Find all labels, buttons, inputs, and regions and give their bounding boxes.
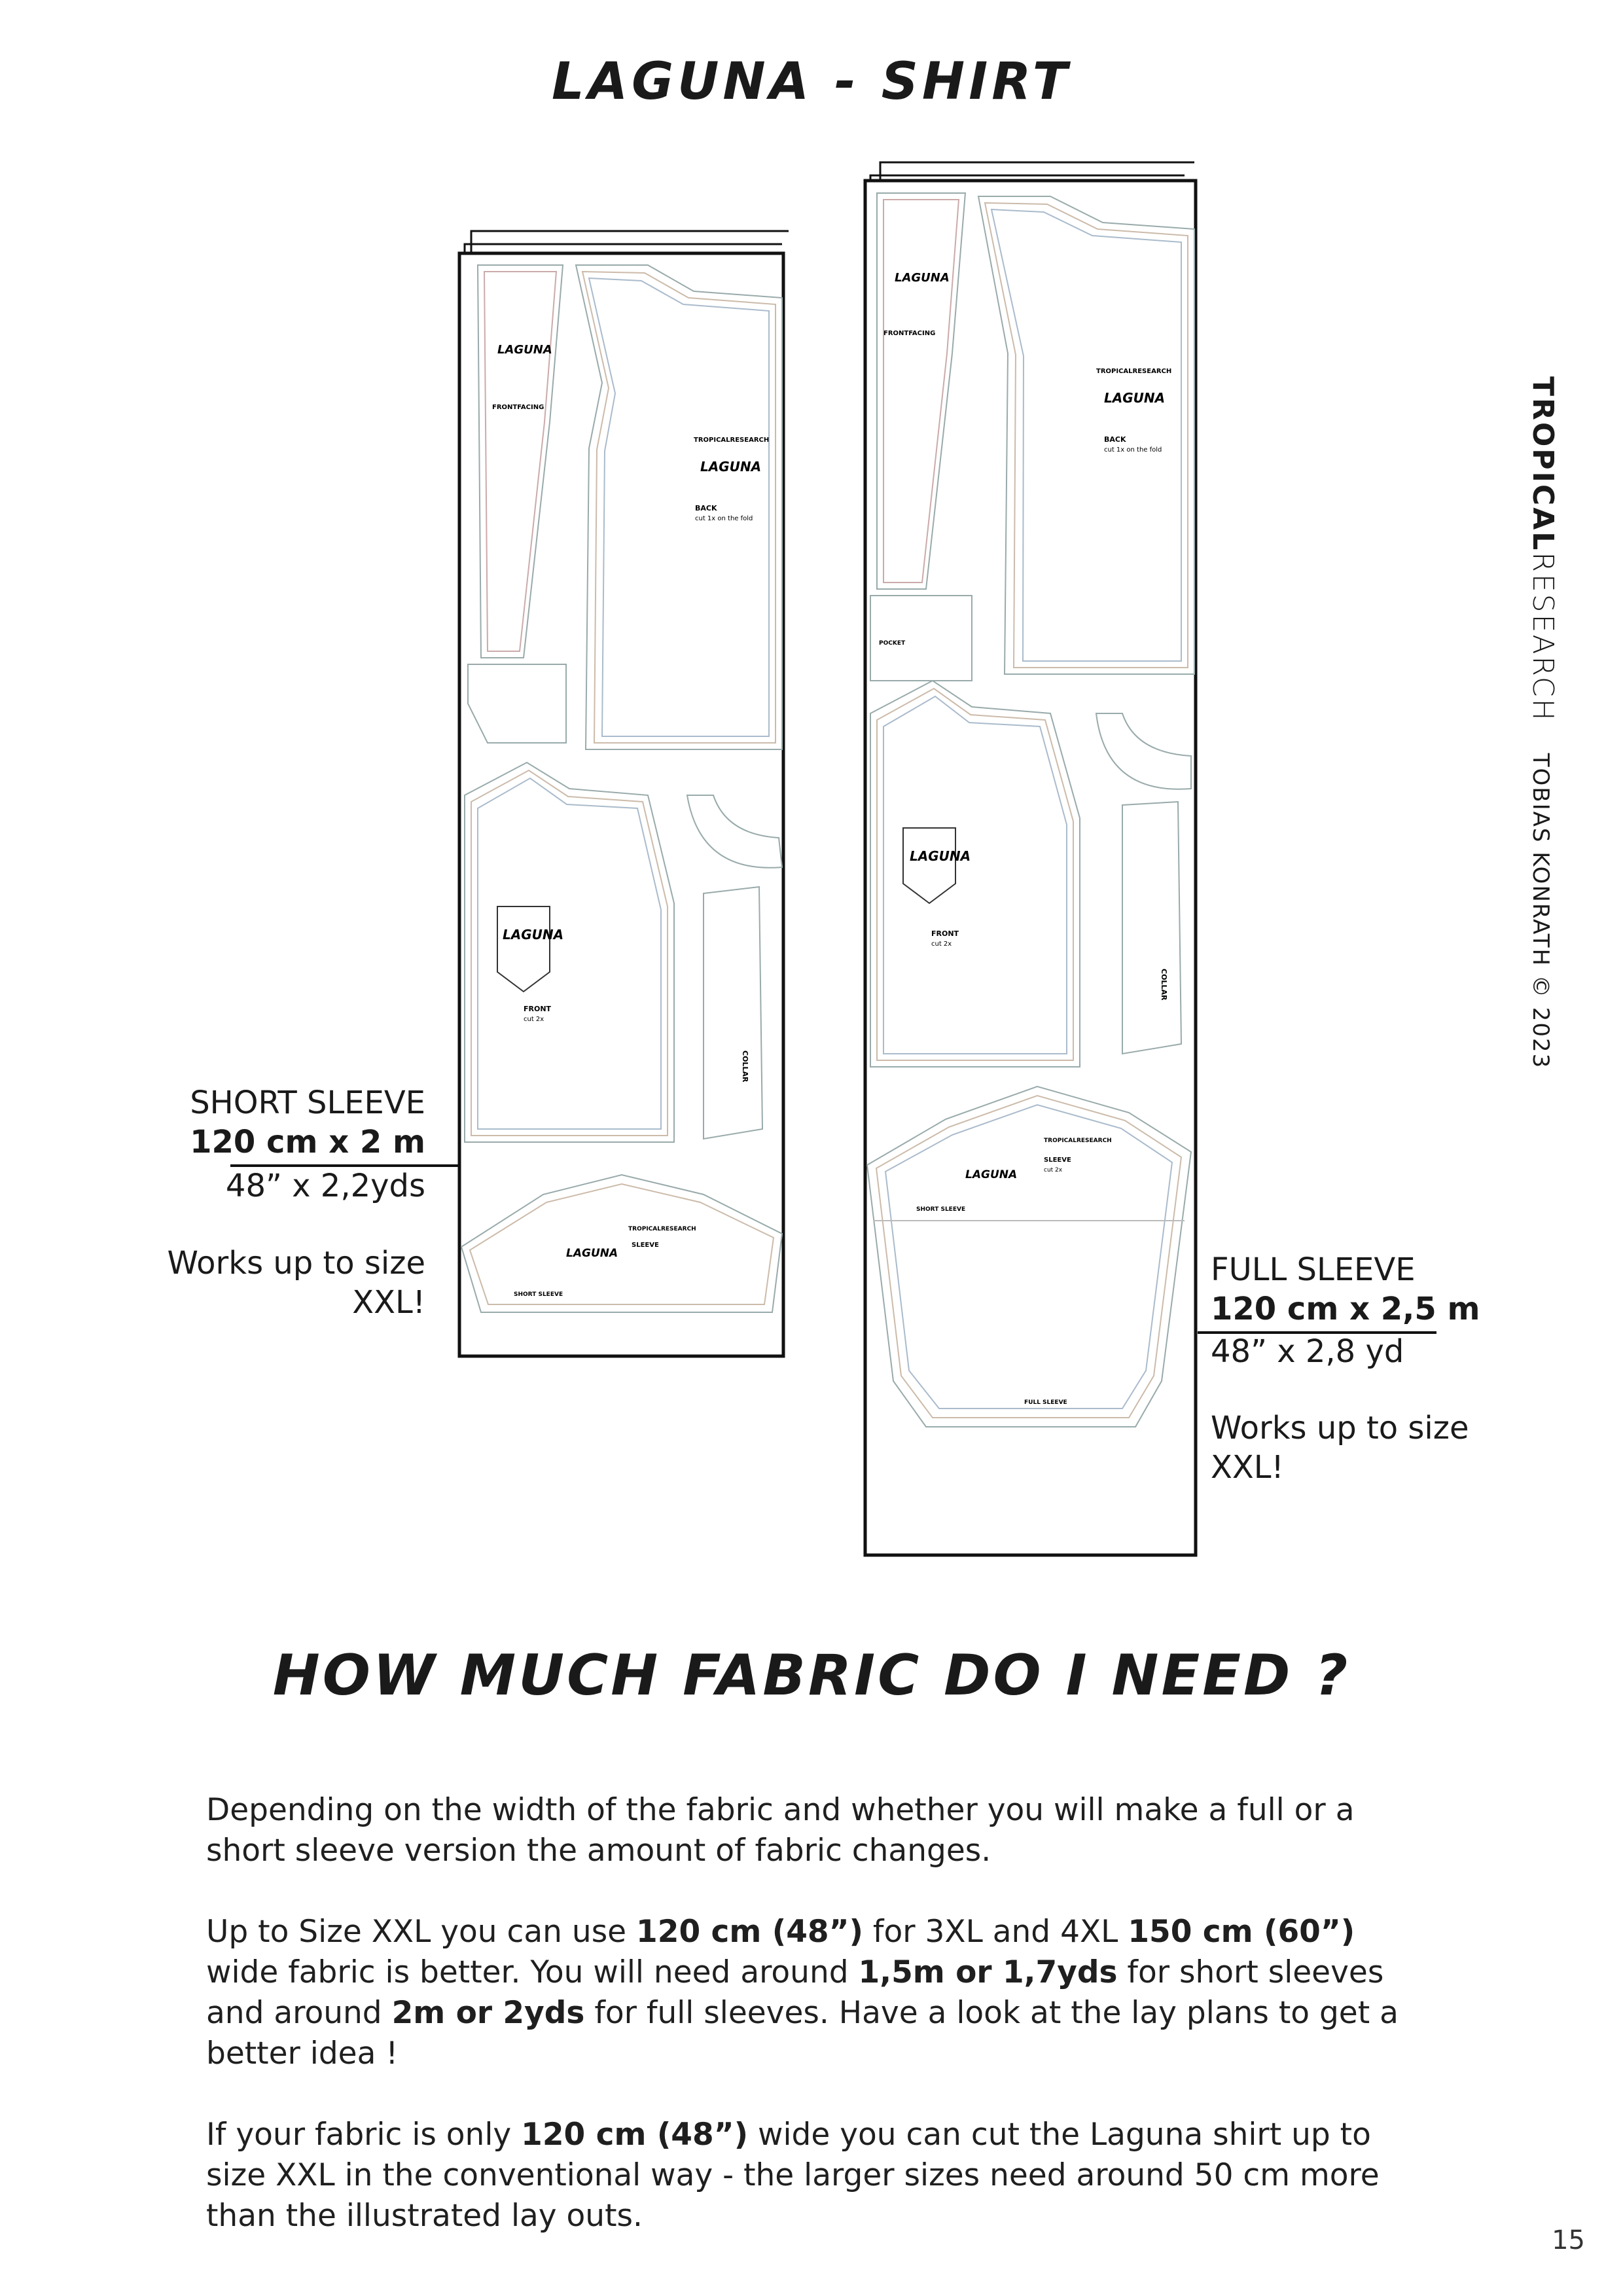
fl-sleeve: SLEEVE: [1044, 1157, 1071, 1164]
full-sleeve-metric: 120 cm x 2,5 m: [1211, 1291, 1480, 1327]
fl-pocket: POCKET: [879, 640, 906, 647]
fl-logo-front: LAGUNA: [910, 848, 971, 864]
fl-collar: COLLAR: [1160, 969, 1168, 1001]
p2-bold-b: 120 cm (48”): [636, 1914, 863, 1950]
pl-collar: COLLAR: [741, 1050, 749, 1083]
p2-text-e: wide fabric is better. You will need around: [206, 1954, 859, 1990]
fl-frontfacing: FRONTFACING: [883, 330, 936, 337]
p2-bold-f: 1,5m or 1,7yds: [858, 1954, 1118, 1990]
short-sleeve-label: SHORT SLEEVE: [190, 1085, 425, 1121]
pl-brand-sleeve: TROPICALRESEARCH: [628, 1226, 696, 1232]
short-sleeve-note-1: Works up to size: [167, 1245, 425, 1282]
fl-logo-back: LAGUNA: [1104, 390, 1166, 406]
pl-back: BACK: [695, 504, 717, 512]
p2-text-g: for short sleeves and around: [206, 1954, 1384, 2031]
p3-text-a: If your fabric is only: [206, 2117, 522, 2153]
p3-bold-b: 120 cm (48”): [521, 2117, 749, 2153]
brand-name-bold: TROPICAL: [1526, 376, 1560, 552]
fl-logo-sleeve: LAGUNA: [965, 1168, 1018, 1181]
brand-name-light: RESEARCH: [1526, 552, 1560, 723]
pl-frontfacing: FRONTFACING: [492, 404, 544, 411]
paragraph-1: Depending on the width of the fabric and whether you will make a full or a short sleeve version the amount of fabric changes.: [206, 1792, 1355, 1869]
full-sleeve-note-2: XXL!: [1211, 1449, 1284, 1486]
full-sleeve-imperial: 48” x 2,8 yd: [1211, 1333, 1404, 1370]
fl-brand-sleeve: TROPICALRESEARCH: [1044, 1138, 1112, 1144]
p2-text-c: for 3XL and 4XL: [863, 1914, 1128, 1950]
page-number: 15: [1552, 2225, 1585, 2255]
pl-logo-back: LAGUNA: [700, 459, 762, 475]
body-text: [206, 1790, 1436, 2277]
p2-bold-h: 2m or 2yds: [391, 1995, 585, 2031]
fl-sleeve-cut: cut 2x: [1044, 1167, 1063, 1174]
fl-logo-ff: LAGUNA: [895, 271, 950, 285]
p2-bold-d: 150 cm (60”): [1128, 1914, 1355, 1950]
fl-front-cut: cut 2x: [931, 941, 952, 948]
section-heading: HOW MUCH FABRIC DO I NEED ?: [272, 1643, 1351, 1708]
pl-front: FRONT: [524, 1005, 552, 1013]
short-sleeve-block: [164, 1083, 425, 1122]
paragraph-2: [206, 1912, 1436, 2074]
full-sleeve-note-1: Works up to size: [1211, 1410, 1469, 1446]
pl-short-sleeve-tag: SHORT SLEEVE: [514, 1291, 563, 1298]
fl-short-sleeve-tag: SHORT SLEEVE: [916, 1206, 966, 1213]
fl-back-cut: cut 1x on the fold: [1104, 446, 1162, 454]
pl-brand-back: TROPICALRESEARCH: [694, 437, 770, 444]
p2-text-i: for full sleeves. Have a look at the lay plans to get a better idea !: [206, 1995, 1399, 2072]
paragraph-3: [206, 2115, 1436, 2236]
brand-credit: TOBIAS KONRATH © 2023: [1527, 753, 1554, 1069]
short-sleeve-layplan: [452, 226, 792, 1361]
fl-brand-back: TROPICALRESEARCH: [1096, 368, 1172, 375]
fl-full-sleeve-tag: FULL SLEEVE: [1024, 1399, 1067, 1406]
pl-logo-sleeve: LAGUNA: [566, 1247, 618, 1260]
full-sleeve-label: FULL SLEEVE: [1211, 1251, 1416, 1288]
brand-vertical: [1526, 376, 1567, 1069]
short-sleeve-metric: 120 cm x 2 m: [190, 1124, 425, 1160]
pl-front-cut: cut 2x: [524, 1016, 544, 1023]
fl-back: BACK: [1104, 435, 1126, 444]
full-sleeve-layplan: [854, 157, 1204, 1558]
p3-text-c: wide you can cut the Laguna shirt up to size XXL in the conventional way - the larger sizes need around 50 cm more than the illustrated lay outs.: [206, 2117, 1380, 2234]
short-sleeve-note-2: XXL!: [352, 1284, 425, 1321]
short-sleeve-imperial: 48” x 2,2yds: [225, 1168, 425, 1204]
pl-back-cut: cut 1x on the fold: [695, 515, 753, 522]
pl-logo-front: LAGUNA: [503, 927, 564, 942]
page-title: LAGUNA - SHIRT: [552, 52, 1071, 111]
fl-front: FRONT: [931, 929, 959, 938]
pl-sleeve: SLEEVE: [632, 1242, 659, 1249]
p2-text-a: Up to Size XXL you can use: [206, 1914, 637, 1950]
pl-logo-ff: LAGUNA: [497, 343, 552, 357]
